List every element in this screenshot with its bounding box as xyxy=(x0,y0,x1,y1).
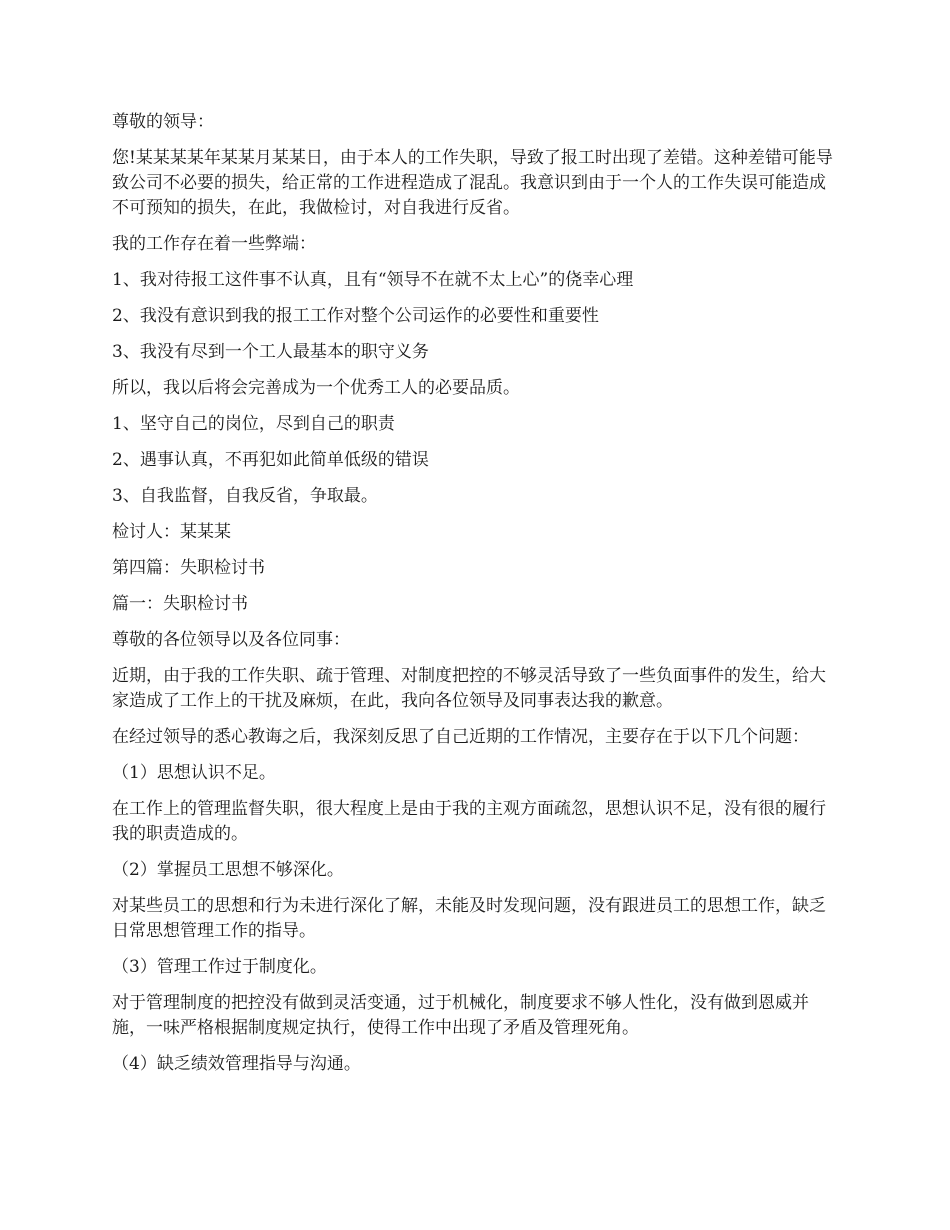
list-item: 2、我没有意识到我的报工工作对整个公司运作的必要性和重要性 xyxy=(112,306,599,326)
signature-line: 检讨人：某某某 xyxy=(112,522,231,542)
body-paragraph: 对某些员工的思想和行为未进行深化了解，未能及时发现问题，没有跟进员工的思想工作，缺乏日常思想管理工作的指导。 xyxy=(112,896,826,941)
subheading: （4）缺乏绩效管理指导与沟通。 xyxy=(112,1054,361,1074)
body-paragraph: 在工作上的管理监督失职，很大程度上是由于我的主观方面疏忽，思想认识不足，没有很的履行我的职责造成的。 xyxy=(112,799,826,844)
body-paragraph: 对于管理制度的把控没有做到灵活变通，过于机械化，制度要求不够人性化，没有做到恩威并施，一味严格根据制度规定执行，使得工作中出现了矛盾及管理死角。 xyxy=(112,993,809,1038)
document-body xyxy=(112,110,842,1088)
list-item: 1、坚守自己的岗位，尽到自己的职责 xyxy=(112,414,395,434)
section-heading: 篇一：失职检讨书 xyxy=(112,594,248,614)
subheading: （2）掌握员工思想不够深化。 xyxy=(112,860,344,880)
list-item: 2、遇事认真，不再犯如此简单低级的错误 xyxy=(112,450,429,470)
body-paragraph: 所以，我以后将会完善成为一个优秀工人的必要品质。 xyxy=(112,378,520,398)
subheading: （1）思想认识不足。 xyxy=(112,763,276,783)
body-paragraph: 近期，由于我的工作失职、疏于管理、对制度把控的不够灵活导致了一些负面事件的发生，给大家造成了工作上的干扰及麻烦，在此，我向各位领导及同事表达我的歉意。 xyxy=(112,666,826,711)
body-paragraph: 我的工作存在着一些弊端： xyxy=(112,234,316,254)
salutation: 尊敬的各位领导以及各位同事： xyxy=(112,630,350,650)
salutation: 尊敬的领导： xyxy=(112,112,214,132)
body-paragraph: 您!某某某某年某某月某某日，由于本人的工作失职，导致了报工时出现了差错。这种差错可能导致公司不必要的损失，给正常的工作进程造成了混乱。我意识到由于一个人的工作失误可能造成不可预知的损失，在此，我做检讨，对自我进行反省。 xyxy=(112,148,833,218)
section-heading: 第四篇：失职检讨书 xyxy=(112,558,265,578)
list-item: 3、我没有尽到一个工人最基本的职守义务 xyxy=(112,342,429,362)
list-item: 1、我对待报工这件事不认真，且有“领导不在就不太上心”的侥幸心理 xyxy=(112,270,634,290)
subheading: （3）管理工作过于制度化。 xyxy=(112,957,327,977)
list-item: 3、自我监督，自我反省，争取最。 xyxy=(112,486,378,506)
body-paragraph: 在经过领导的悉心教诲之后，我深刻反思了自己近期的工作情况，主要存在于以下几个问题： xyxy=(112,727,809,747)
